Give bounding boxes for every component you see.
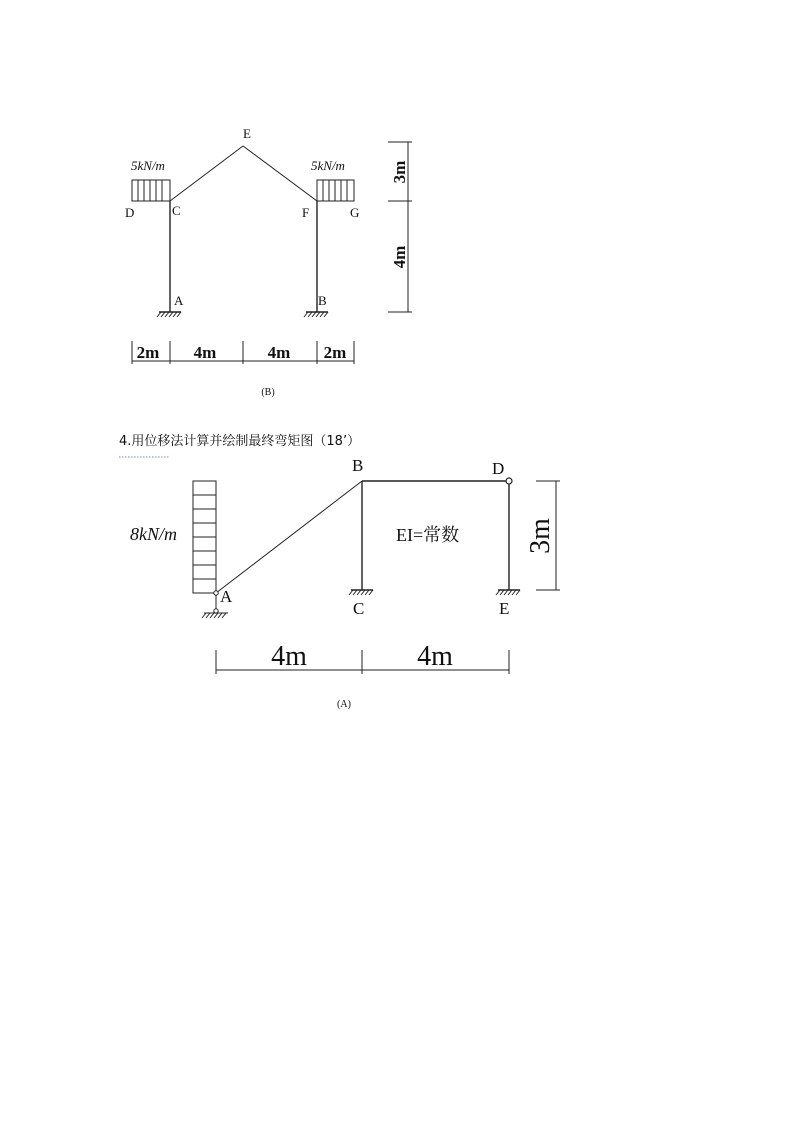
load-label-right: 5kN/m bbox=[311, 158, 345, 173]
fixed-support-c bbox=[349, 590, 373, 595]
node-label-a: A bbox=[174, 293, 184, 308]
horizontal-dimension-a bbox=[216, 650, 509, 674]
stiffness-label: EI=常数 bbox=[396, 525, 460, 545]
dim-label-3m: 3m bbox=[390, 160, 409, 184]
hinge-d bbox=[506, 478, 512, 484]
rafter-ce bbox=[170, 146, 243, 201]
node-label-b2: B bbox=[352, 456, 364, 475]
figure-a bbox=[130, 456, 560, 710]
distributed-load-left bbox=[132, 180, 170, 201]
node-label-c2: C bbox=[353, 599, 365, 618]
node-label-e: E bbox=[243, 126, 251, 141]
distributed-load-right bbox=[317, 180, 354, 201]
load-label-a: 8kN/m bbox=[130, 524, 177, 544]
dim-label-4m-a-right: 4m bbox=[417, 641, 453, 672]
node-label-c: C bbox=[172, 203, 181, 218]
dim-label-2m-right: 2m bbox=[323, 343, 347, 362]
horizontal-dimension-b bbox=[132, 341, 354, 364]
node-label-e2: E bbox=[499, 599, 510, 618]
dim-label-4m-vertical: 4m bbox=[390, 245, 409, 269]
fixed-support-a bbox=[157, 312, 181, 317]
dim-label-4m-a-left: 4m bbox=[271, 641, 307, 672]
dim-label-4m-left: 4m bbox=[193, 343, 217, 362]
node-label-d2: D bbox=[492, 459, 505, 478]
distributed-load-a bbox=[193, 481, 216, 593]
dim-label-4m-right: 4m bbox=[267, 343, 291, 362]
node-label-b: B bbox=[318, 293, 327, 308]
rafter-ef bbox=[243, 146, 317, 201]
node-label-g: G bbox=[350, 205, 360, 220]
member-ab bbox=[216, 481, 362, 593]
fixed-support-e bbox=[496, 590, 520, 595]
figure-b bbox=[125, 126, 412, 398]
question-text: 4.用位移法计算并绘制最终弯矩图（18’） bbox=[119, 434, 361, 449]
load-label-left: 5kN/m bbox=[131, 158, 165, 173]
dim-label-3m-a: 3m bbox=[525, 518, 556, 554]
dim-label-2m-left: 2m bbox=[136, 343, 160, 362]
node-label-a2: A bbox=[220, 587, 233, 606]
caption-b: (B) bbox=[261, 387, 275, 398]
fixed-support-b bbox=[304, 312, 328, 317]
node-label-f: F bbox=[302, 205, 310, 220]
caption-a: (A) bbox=[337, 699, 351, 710]
node-label-d: D bbox=[125, 205, 135, 220]
